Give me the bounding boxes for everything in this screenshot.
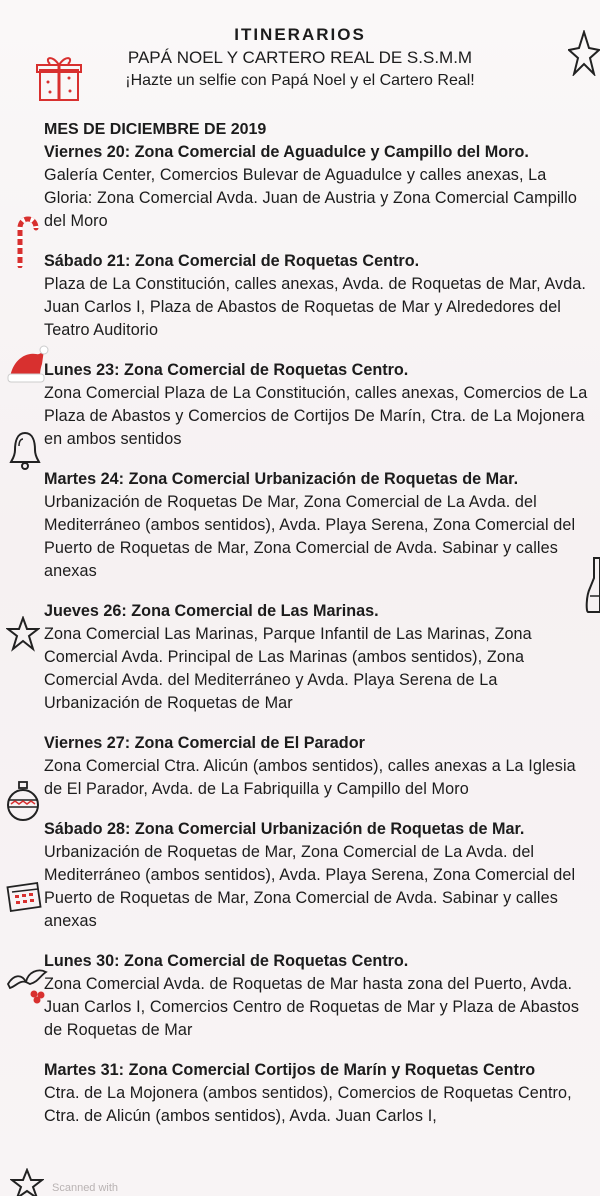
entry-heading: Lunes 23: Zona Comercial de Roquetas Centro.: [44, 361, 409, 379]
calendar-icon: [6, 880, 42, 912]
list-item: [44, 468, 594, 583]
candy-cane-icon: [12, 212, 40, 268]
entry-body: Galería Center, Comercios Bulevar de Aguadulce y calles anexas, La Gloria: Zona Comercial Avda. Juan de Austria y Zona Comercial Campillo del Moro: [44, 166, 578, 230]
entry-body: Zona Comercial Ctra. Alicún (ambos sentidos), calles anexas a La Iglesia de El Parador, Avda. de La Fabriquilla y Campillo del Moro: [44, 757, 576, 798]
entry-heading: Lunes 30: Zona Comercial de Roquetas Centro.: [44, 952, 409, 970]
scanner-watermark: Scanned with: [52, 1182, 119, 1194]
list-item: [44, 141, 594, 233]
entry-body: Zona Comercial Plaza de La Constitución, calles anexas, Comercios de La Plaza de Abastos y Comercios de Cortijos De Marín, Ctra. de La Mojonera en ambos sentidos: [44, 384, 588, 448]
itinerary-list: [44, 118, 594, 1145]
entry-heading: Sábado 28: Zona Comercial Urbanización de Roquetas de Mar.: [44, 820, 525, 838]
entry-body: Plaza de La Constitución, calles anexas, Avda. de Roquetas de Mar, Avda. Juan Carlos I, Plaza de Abastos de Roquetas de Mar y Alrededores del Teatro Auditorio: [44, 275, 587, 339]
entry-body: Zona Comercial Avda. de Roquetas de Mar hasta zona del Puerto, Avda. Juan Carlos I, Comercios Centro de Roquetas de Mar y Plaza de Abastos de Roquetas de Mar: [44, 975, 580, 1039]
list-item: [44, 950, 594, 1042]
header: [0, 24, 600, 92]
entry-body: Urbanización de Roquetas de Mar, Zona Comercial de La Avda. del Mediterráneo (ambos sentidos), Avda. Playa Serena, Zona Comercial del Puerto de Roquetas de Mar, Zona Comercial de Avda. Sabinar y calles anexas: [44, 843, 576, 930]
page-tagline: ¡Hazte un selfie con Papá Noel y el Cartero Real!: [125, 72, 475, 89]
entry-body: Zona Comercial Las Marinas, Parque Infantil de Las Marinas, Zona Comercial Avda. Principal de Las Marinas (ambos sentidos), Zona Comercial Avda. del Mediterráneo y Avda. Playa Serena de La Urbanización de Roquetas de Mar: [44, 625, 532, 712]
ornament-icon: [6, 780, 40, 824]
list-item: [44, 732, 594, 801]
entry-heading: Martes 24: Zona Comercial Urbanización de Roquetas de Mar.: [44, 470, 519, 488]
entry-heading: Viernes 20: Zona Comercial de Aguadulce y Campillo del Moro.: [44, 143, 529, 161]
list-item: [44, 600, 594, 715]
month-heading: MES DE DICIEMBRE DE 2019: [44, 121, 267, 138]
list-item: [44, 250, 594, 342]
list-item: [44, 359, 594, 451]
list-item: [44, 1059, 594, 1128]
list-item: [44, 818, 594, 933]
page-title: ITINERARIOS: [234, 25, 366, 44]
entry-heading: Sábado 21: Zona Comercial de Roquetas Centro.: [44, 252, 420, 270]
entry-body: Ctra. de La Mojonera (ambos sentidos), Comercios de Roquetas Centro, Ctra. de Alicún (ambos sentidos), Avda. Juan Carlos I,: [44, 1084, 572, 1125]
entry-heading: Martes 31: Zona Comercial Cortijos de Marín y Roquetas Centro: [44, 1061, 536, 1079]
star-icon: [6, 616, 40, 652]
page-subtitle: PAPÁ NOEL Y CARTERO REAL DE S.S.M.M: [127, 48, 473, 67]
entry-body: Urbanización de Roquetas De Mar, Zona Comercial de La Avda. del Mediterráneo (ambos sentidos), Avda. Playa Serena, Zona Comercial del Puerto de Roquetas de Mar, Zona Comercial de Avda. Sabinar y calles anexas: [44, 493, 576, 580]
entry-heading: Viernes 27: Zona Comercial de El Parador: [44, 734, 365, 752]
bell-icon: [8, 430, 42, 470]
star-icon: [10, 1168, 44, 1196]
entry-heading: Jueves 26: Zona Comercial de Las Marinas.: [44, 602, 379, 620]
